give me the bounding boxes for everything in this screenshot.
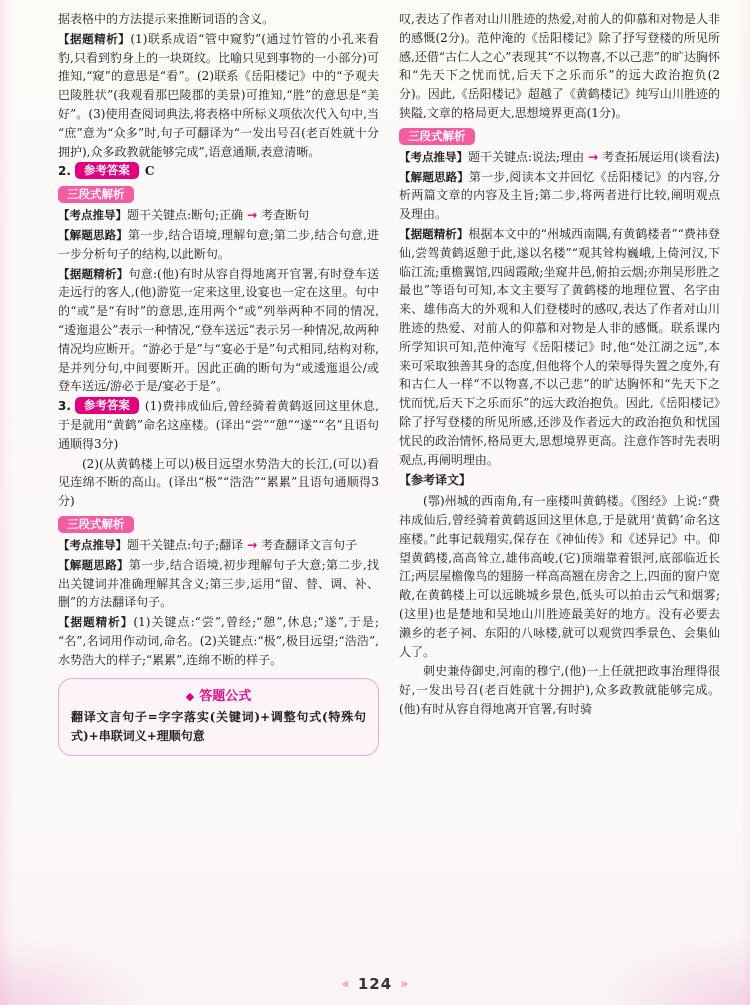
continuation-text: 据表格中的方法提示来推断词语的含义。 [58, 12, 275, 26]
footer-right-arrows-icon: » [400, 977, 409, 992]
answer-text-1: (1)费祎成仙后,曾经骑着黄鹤返回这里休息,于是就用“黄鹤”命名这座楼。(译出“尝”“憩”“遂”“名”且语句通顺得3分) [58, 399, 379, 451]
formula-title [71, 685, 366, 704]
kaodian-label: 【考点推导】 [58, 537, 127, 552]
arrow-icon: → [247, 537, 258, 552]
analysis-badge: 三段式解析 [58, 516, 134, 533]
footer-left-arrows-icon: « [341, 977, 350, 992]
juti-label: 【据题精析】 [58, 266, 129, 281]
jieti-text: 第一步,结合语境,理解句意;第二步,结合句意,进一步分析句子的结构,以此断句。 [58, 227, 379, 261]
kaodian-post: 考查拓展运用(谈看法) [602, 149, 720, 164]
jieti-line [399, 168, 720, 224]
juti-analysis-q3 [58, 613, 379, 669]
juti-label: 【据题精析】 [58, 615, 134, 630]
analysis-badge-line [58, 514, 379, 533]
kaodian-pre: 题干关键点:断句;正确 [127, 208, 244, 223]
question-number: 2. [58, 164, 71, 179]
juti-analysis-1 [58, 30, 379, 162]
formula-text: 翻译文言句子=字字落实(关键词)+调整句式(特殊句式)+串联词义+理顺句意 [71, 709, 366, 743]
jieti-text: 第一步,阅读本文并回忆《岳阳楼记》的内容,分析两篇文章的内容及主旨;第二步,将两者进行比较,阐明观点及理由。 [399, 169, 720, 222]
kaodian-post: 考查断句 [261, 208, 310, 223]
analysis-badge: 三段式解析 [399, 128, 475, 145]
question-3-answer-line [58, 397, 379, 453]
answer-value: C [144, 164, 155, 179]
formula-box [58, 678, 379, 756]
corner-decoration-right [600, 935, 750, 1005]
answer-badge: 参考答案 [75, 162, 139, 179]
kaodian-pre: 题干关键点:说法;理由 [468, 149, 585, 164]
jieti-label: 【解题思路】 [58, 227, 128, 242]
juti-analysis-q2 [58, 265, 379, 397]
kaodian-line-q3 [58, 536, 379, 555]
kaodian-post: 考查翻译文言句子 [261, 537, 358, 552]
juti-text: (1)联系成语“管中窥豹”(通过竹管的小孔来看豹,只看到豹身上的一块斑纹。比喻只见到事物的一小部分)可推知,“窥”的意思是“看”。(2)联系《岳阳楼记》中的“予观夫巴陵胜状”(我观看那巴陵郡的美景)可推知,“胜”的意思是“美好”。(3)使用查阅词典法,将表格中所标义项依次代入句中,当“庶”意为“众多”时,句子可翻译为“一发出号召(老百姓就十分拥护),众多政教就能够完成”,语意通顺,表意清晰。 [58, 31, 379, 159]
corner-decoration-left [0, 935, 150, 1005]
arrow-icon: → [588, 149, 599, 164]
analysis-badge-line [58, 184, 379, 203]
kaodian-line-q2 [58, 206, 379, 225]
juti-text: 根据本文中的“州城西南隅,有黄鹤楼者”“费祎登仙,尝驾黄鹤返憩于此,遂以名楼”“观其耸构巍峨,上倚河汉,下临江流;重檐翼馆,四闼霞敞;坐窥井邑,俯拍云烟;亦荆吴形胜之最也”等语句可知,本文主要写了黄鹤楼的地理位置、名字由来、雄伟高大的外观和人们登楼时的感叹,表达了作者对山川胜迹的热爱、对前人的仰慕和对物是人非的感慨。联系课内所学知识可知,范仲淹写《岳阳楼记》时,他“处江湖之远”,本来可采取独善其身的态度,但他将个人的荣辱得失置之度外,有和古仁人一样“不以物喜,不以己悲”的旷达胸怀和“先天下之忧而忧,后天下之乐而乐”的远大政治抱负。因此,《岳阳楼记》除了抒写登楼的所见所感,还涉及作者远大的政治抱负和忧国忧民的政治情怀,格局更大,思想境界更高。注意作答时先表明观点,再阐明理由。 [399, 226, 720, 467]
juti-label: 【据题精析】 [58, 31, 131, 46]
answer-badge: 参考答案 [75, 397, 139, 414]
kaodian-line [399, 148, 720, 167]
answer-text-2: (2)(从黄鹤楼上可以)极目远望水势浩大的长江,(可以)看见连绵不断的高山。(译出“极”“浩浩”“累累”且语句通顺得3分) [58, 456, 379, 509]
formula-title-text: 答题公式 [199, 688, 252, 704]
page-footer [0, 974, 750, 993]
jieti-text: 第一步,结合语境,初步理解句子大意;第二步,找出关键词并准确理解其含义;第三步,运用“留、替、调、补、删”的方法翻译句子。 [58, 557, 379, 610]
jieti-line-q3 [58, 556, 379, 612]
kaodian-pre: 题干关键点:句子;翻译 [127, 537, 244, 552]
right-column [399, 10, 720, 930]
juti-label: 【据题精析】 [399, 226, 469, 241]
two-column-layout [58, 10, 720, 930]
question-2-answer-line [58, 162, 379, 181]
reference-translation-title: 【参考译文】 [399, 473, 472, 488]
translation-paragraph-2: 刺史兼侍御史,河南的穆宁,(他)一上任就把政事治理得很好,一发出号召(老百姓就十分拥护),众多政教就能够完成。(他)有时从容自得地离开官署,有时骑 [399, 664, 720, 716]
jieti-label: 【解题思路】 [399, 169, 469, 184]
analysis-badge: 三段式解析 [58, 186, 134, 203]
juti-text: 句意:(他)有时从容自得地离开官署,有时登车送走远行的客人,(他)游览一定来这里,设宴也一定在这里。句中的“或”是“有时”的意思,连用两个“或”列举两种不同的情况,“逶迤退公”表示一种情况,“登车送远”表示另一种情况,故两种情况均应断开。“游必于是”与“宴必于是”句式相同,结构对称,是并列分句,中间要断开。因此正确的断句为“或逶迤退公/或登车送远/游必于是/宴必于是”。 [58, 266, 379, 394]
left-column [58, 10, 379, 930]
translation-paragraph-1: (鄂)州城的西南角,有一座楼叫黄鹤楼。《图经》上说:“费祎成仙后,曾经骑着黄鹤返回这里休息,于是就用‘黄鹤’命名这座楼。”此事记载翔实,保存在《神仙传》和《述异记》中。仰望黄鹤楼,高高耸立,雄伟高峻,(它)顶端靠着银河,底部临近长江;两层屋檐像鸟的翅膀一样高高翘在房舍之上,四面的窗户宽敞,在黄鹤楼上可以远眺城乡景色,低头可以拍击云气和烟雾;(这里)也是楚地和吴地山川胜迹最美好的地方。没有必要去濑乡的老子祠、东阳的八咏楼,就可以观赏四季景色、会集仙人了。 [399, 494, 720, 659]
continuation-text: 叹,表达了作者对山川胜迹的热爱,对前人的仰慕和对物是人非的感慨(2分)。范仲淹的《岳阳楼记》除了抒写登楼的所见所感,还借“古仁人之心”表现其“不以物喜,不以己悲”的旷达胸怀和“先天下之忧而忧,后天下之乐而乐”的远大政治抱负(2分)。因此,《岳阳楼记》超越了《黄鹤楼记》纯写山川胜迹的狭隘,文章的格局更大,思想境界更高(1分)。 [399, 12, 720, 120]
juti-analysis [399, 225, 720, 469]
diamond-icon: ◆ [185, 689, 195, 703]
page-number: 124 [357, 975, 393, 993]
jieti-line-q2 [58, 226, 379, 264]
kaodian-label: 【考点推导】 [58, 208, 127, 223]
analysis-badge-line [399, 126, 720, 145]
arrow-icon: → [247, 208, 258, 223]
kaodian-label: 【考点推导】 [399, 149, 468, 164]
jieti-label: 【解题思路】 [58, 557, 129, 572]
juti-text: (1)关键点:“尝”,曾经;“憩”,休息;“遂”,于是;“名”,名词用作动词,命名。(2)关键点:“极”,极目远望;“浩浩”,水势浩大的样子;“累累”,连绵不断的样子。 [58, 615, 379, 667]
question-number: 3. [58, 399, 71, 414]
